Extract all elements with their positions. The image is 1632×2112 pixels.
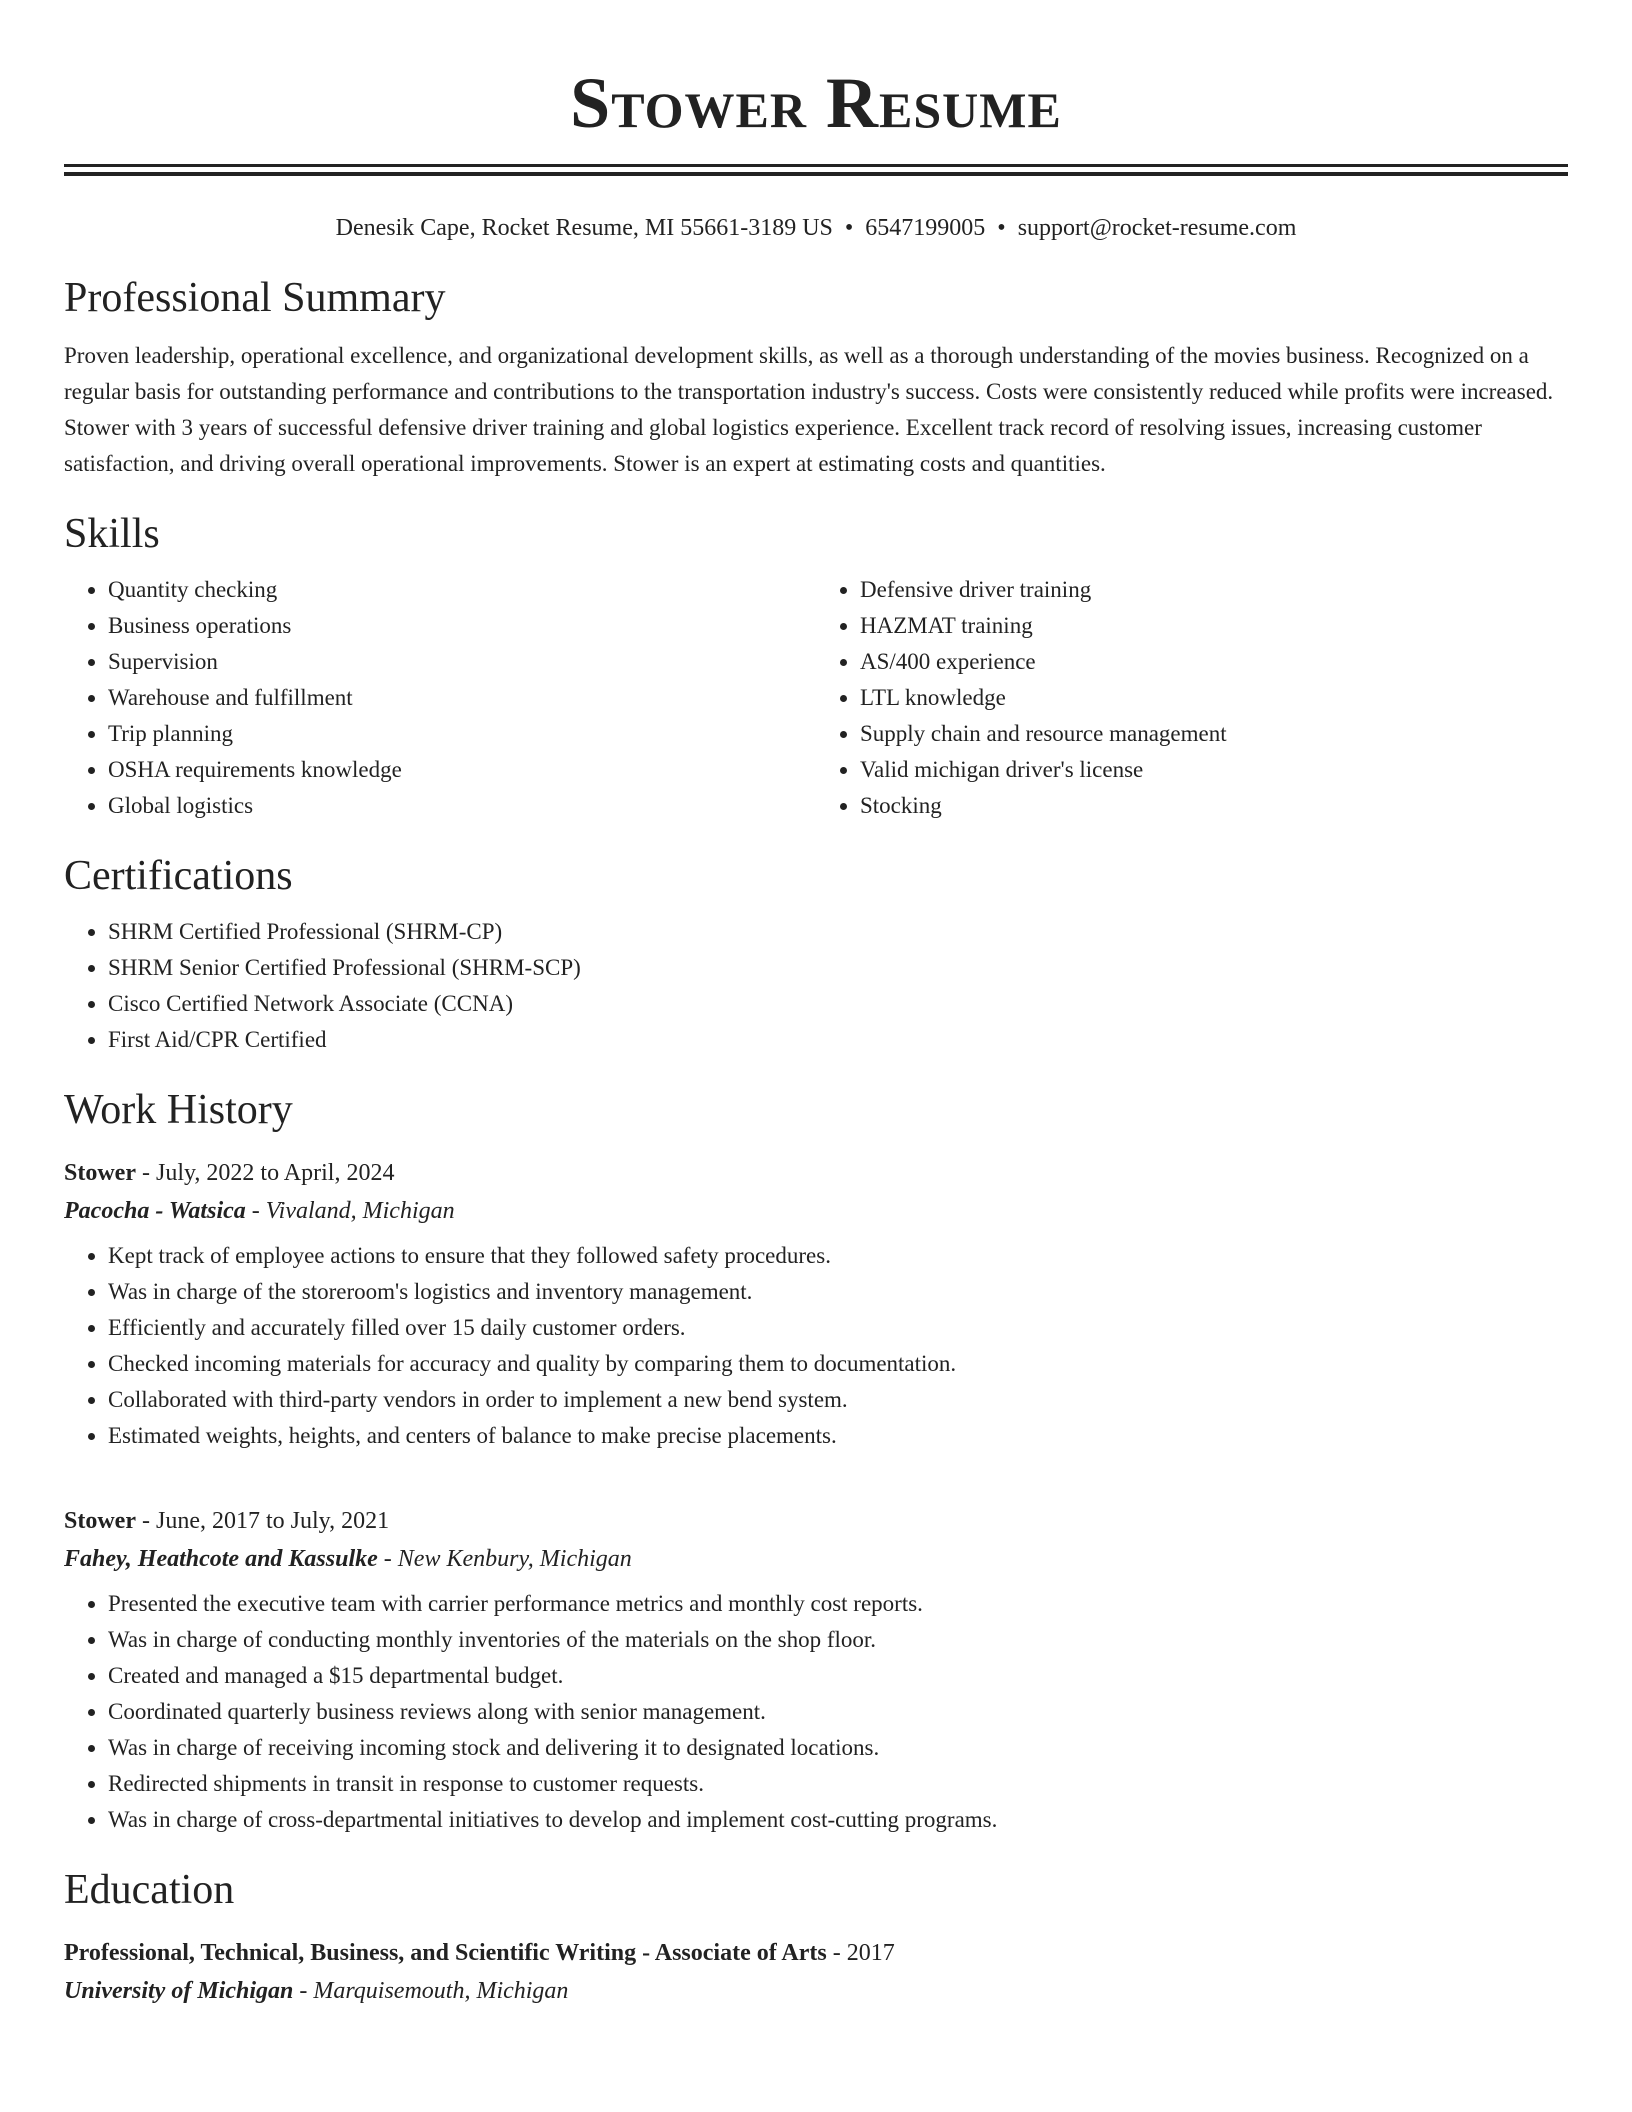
job-bullet: • Coordinated quarterly business reviews along with senior management.	[108, 1694, 1568, 1730]
education-degree: Professional, Technical, Business, and Scientific Writing - Associate of Arts	[64, 1940, 827, 1966]
title-rule-thin	[64, 164, 1568, 167]
certifications-heading: Certifications	[64, 853, 293, 899]
contact-phone: 6547199005	[865, 215, 986, 241]
job-bullets	[64, 1586, 1568, 1838]
summary-heading: Professional Summary	[64, 275, 446, 321]
certifications-list	[64, 914, 1568, 1058]
certification-item: • Cisco Certified Network Associate (CCNA)	[108, 986, 1568, 1022]
title-rule-thick	[64, 172, 1568, 176]
skill-item: • HAZMAT training	[860, 608, 1568, 644]
job-title-line: Stower - June, 2017 to July, 2021	[64, 1508, 390, 1534]
job-title: Stower	[64, 1508, 136, 1534]
contact-separator: •	[844, 215, 854, 241]
job-bullet: • Efficiently and accurately filled over 15 daily customer orders.	[108, 1310, 1568, 1346]
skill-item: • Defensive driver training	[860, 572, 1568, 608]
education-location: Marquisemouth, Michigan	[313, 1978, 569, 2004]
education-entry	[64, 1934, 1568, 2010]
skill-item: • Quantity checking	[108, 572, 816, 608]
contact-email: support@rocket-resume.com	[1017, 215, 1297, 241]
certification-item: • SHRM Certified Professional (SHRM-CP)	[108, 914, 1568, 950]
contact-address: Denesik Cape, Rocket Resume, MI 55661-3189 US	[335, 215, 833, 241]
skill-item: • Supervision	[108, 644, 816, 680]
skill-item: • Global logistics	[108, 788, 816, 824]
job-dates: June, 2017 to July, 2021	[155, 1508, 390, 1534]
skill-item: • Warehouse and fulfillment	[108, 680, 816, 716]
job-bullet: • Collaborated with third-party vendors in order to implement a new bend system.	[108, 1382, 1568, 1418]
job-bullet: • Was in charge of cross-departmental initiatives to develop and implement cost-cutting programs.	[108, 1802, 1568, 1838]
skills-columns	[64, 560, 1568, 824]
job-bullet: • Kept track of employee actions to ensure that they followed safety procedures.	[108, 1238, 1568, 1274]
work-history-heading: Work History	[64, 1087, 293, 1133]
job-bullets	[64, 1238, 1568, 1454]
job-bullet: • Checked incoming materials for accuracy and quality by comparing them to documentation.	[108, 1346, 1568, 1382]
skill-item: • Trip planning	[108, 716, 816, 752]
job-bullet: • Presented the executive team with carrier performance metrics and monthly cost reports.	[108, 1586, 1568, 1622]
skill-item: • Stocking	[860, 788, 1568, 824]
job-bullet: • Was in charge of conducting monthly inventories of the materials on the shop floor.	[108, 1622, 1568, 1658]
skill-item: • Supply chain and resource management	[860, 716, 1568, 752]
job-bullet: • Created and managed a $15 departmental budget.	[108, 1658, 1568, 1694]
job-company: Pacocha - Watsica	[64, 1198, 246, 1224]
job-bullet: • Was in charge of the storeroom's logistics and inventory management.	[108, 1274, 1568, 1310]
skill-item: • AS/400 experience	[860, 644, 1568, 680]
skill-item: • LTL knowledge	[860, 680, 1568, 716]
education-year: 2017	[846, 1940, 895, 1966]
resume-title: Stower Resume	[570, 63, 1062, 143]
skill-item: • Business operations	[108, 608, 816, 644]
education-school: University of Michigan	[64, 1978, 294, 2004]
skills-heading: Skills	[64, 511, 160, 557]
education-school-line: University of Michigan - Marquisemouth, Michigan	[64, 1978, 569, 2004]
education-heading: Education	[64, 1867, 235, 1913]
skill-item: • Valid michigan driver's license	[860, 752, 1568, 788]
certification-item: • First Aid/CPR Certified	[108, 1022, 1568, 1058]
education-degree-line: Professional, Technical, Business, and Scientific Writing - Associate of Arts - 2017	[64, 1940, 895, 1966]
job-entry	[64, 1154, 1568, 1454]
certification-item: • SHRM Senior Certified Professional (SHRM-SCP)	[108, 950, 1568, 986]
job-company-line: Pacocha - Watsica - Vivaland, Michigan	[64, 1198, 455, 1224]
skills-list-right	[816, 572, 1568, 824]
contact-line	[64, 212, 1568, 244]
contact-separator: •	[997, 215, 1006, 241]
job-entry	[64, 1502, 1568, 1838]
summary-text: Proven leadership, operational excellence, and organizational development skills, as well as a thorough understanding of the movies business. Recognized on a regular basis for outstanding performance and contributions to the transportation industry's success. Costs were consistently reduced while profits were increased. Stower with 3 years of successful defensive driver training and global logistics experience. Excellent track record of resolving issues, increasing customer satisfaction, and driving overall operational improvements. Stower is an expert at estimating costs and quantities.	[64, 343, 1554, 476]
skill-item: • OSHA requirements knowledge	[108, 752, 816, 788]
job-company: Fahey, Heathcote and Kassulke	[64, 1546, 378, 1572]
job-title-line: Stower - July, 2022 to April, 2024	[64, 1160, 395, 1186]
job-bullet: • Redirected shipments in transit in response to customer requests.	[108, 1766, 1568, 1802]
job-bullet: • Estimated weights, heights, and centers of balance to make precise placements.	[108, 1418, 1568, 1454]
job-location: New Kenbury, Michigan	[397, 1546, 632, 1572]
job-dates: July, 2022 to April, 2024	[155, 1160, 395, 1186]
job-company-line: Fahey, Heathcote and Kassulke - New Kenbury, Michigan	[64, 1546, 632, 1572]
job-location: Vivaland, Michigan	[265, 1198, 455, 1224]
job-bullet: • Was in charge of receiving incoming stock and delivering it to designated locations.	[108, 1730, 1568, 1766]
skills-list-left	[64, 572, 816, 824]
job-title: Stower	[64, 1160, 136, 1186]
